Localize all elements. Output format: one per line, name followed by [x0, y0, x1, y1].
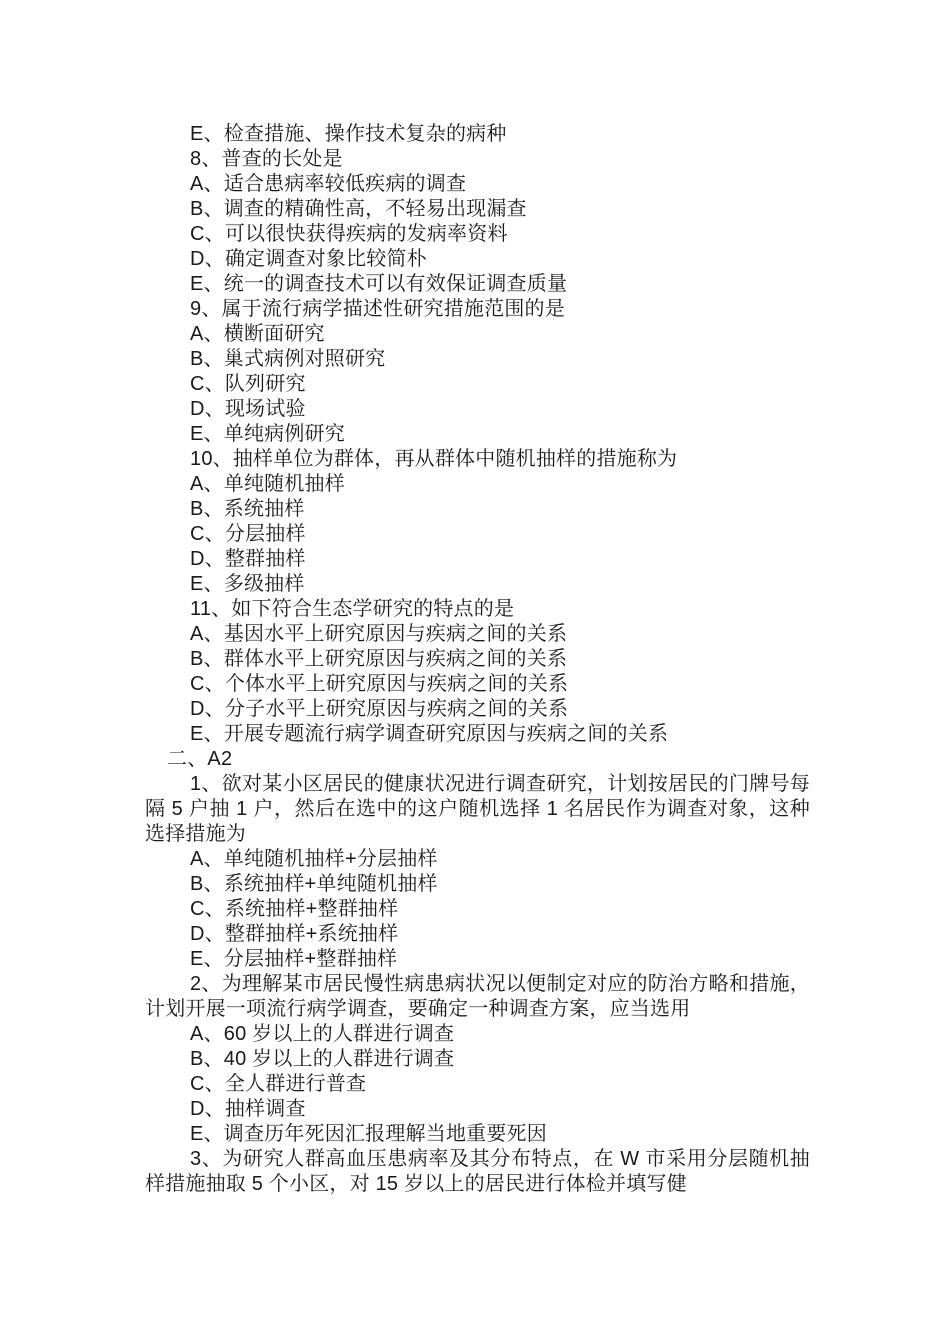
- question-text: 10、抽样单位为群体，再从群体中随机抽样的措施称为: [190, 448, 678, 470]
- answer-option: A、60 岁以上的人群进行调查: [190, 1023, 455, 1045]
- answer-option: B、巢式病例对照研究: [190, 348, 386, 370]
- question-paragraph: 2、为理解某市居民慢性病患病状况以便制定对应的防治方略和措施，计划开展一项流行病学调查，要确定一种调查方案，应当选用: [145, 973, 810, 1020]
- answer-option: B、系统抽样+单纯随机抽样: [190, 873, 438, 895]
- answer-option: D、分子水平上研究原因与疾病之间的关系: [190, 698, 569, 720]
- answer-option: A、基因水平上研究原因与疾病之间的关系: [190, 623, 568, 645]
- question-paragraph: 1、欲对某小区居民的健康状况进行调查研究，计划按居民的门牌号每隔 5 户抽 1 户，然后在选中的这户随机选择 1 名居民作为调查对象，这种选择措施为: [145, 773, 810, 845]
- answer-option: E、分层抽样+整群抽样: [190, 948, 398, 970]
- question-text: 11、如下符合生态学研究的特点的是: [190, 598, 515, 620]
- answer-option: C、可以很快获得疾病的发病率资料: [190, 223, 508, 245]
- answer-option: A、单纯随机抽样: [190, 473, 345, 495]
- question-text: 9、属于流行病学描述性研究措施范围的是: [190, 298, 565, 320]
- answer-option: D、整群抽样+系统抽样: [190, 923, 399, 945]
- answer-option: D、确定调查对象比较简朴: [190, 248, 427, 270]
- answer-option: B、40 岁以上的人群进行调查: [190, 1048, 455, 1070]
- answer-option: C、个体水平上研究原因与疾病之间的关系: [190, 673, 569, 695]
- answer-option: B、群体水平上研究原因与疾病之间的关系: [190, 648, 568, 670]
- answer-option: A、适合患病率较低疾病的调查: [190, 173, 467, 195]
- question-text: 8、普查的长处是: [190, 148, 343, 170]
- answer-option: E、多级抽样: [190, 573, 305, 595]
- answer-option: E、检查措施、操作技术复杂的病种: [190, 123, 507, 145]
- answer-option: E、统一的调查技术可以有效保证调查质量: [190, 273, 568, 295]
- answer-option: A、横断面研究: [190, 323, 325, 345]
- answer-option: E、单纯病例研究: [190, 423, 345, 445]
- document-body: [145, 122, 810, 1197]
- question-paragraph: 3、为研究人群高血压患病率及其分布特点，在 W 市采用分层随机抽样措施抽取 5 个小区，对 15 岁以上的居民进行体检并填写健: [145, 1148, 810, 1195]
- answer-option: E、调查历年死因汇报理解当地重要死因: [190, 1123, 547, 1145]
- answer-option: C、系统抽样+整群抽样: [190, 898, 399, 920]
- answer-option: C、分层抽样: [190, 523, 306, 545]
- answer-option: D、抽样调查: [190, 1098, 306, 1120]
- answer-option: D、现场试验: [190, 398, 306, 420]
- section-heading: 二、A2: [167, 748, 233, 770]
- answer-option: E、开展专题流行病学调查研究原因与疾病之间的关系: [190, 723, 669, 745]
- answer-option: C、全人群进行普查: [190, 1073, 367, 1095]
- answer-option: D、整群抽样: [190, 548, 306, 570]
- answer-option: C、队列研究: [190, 373, 306, 395]
- answer-option: A、单纯随机抽样+分层抽样: [190, 848, 438, 870]
- answer-option: B、系统抽样: [190, 498, 305, 520]
- answer-option: B、调查的精确性高，不轻易出现漏查: [190, 198, 527, 220]
